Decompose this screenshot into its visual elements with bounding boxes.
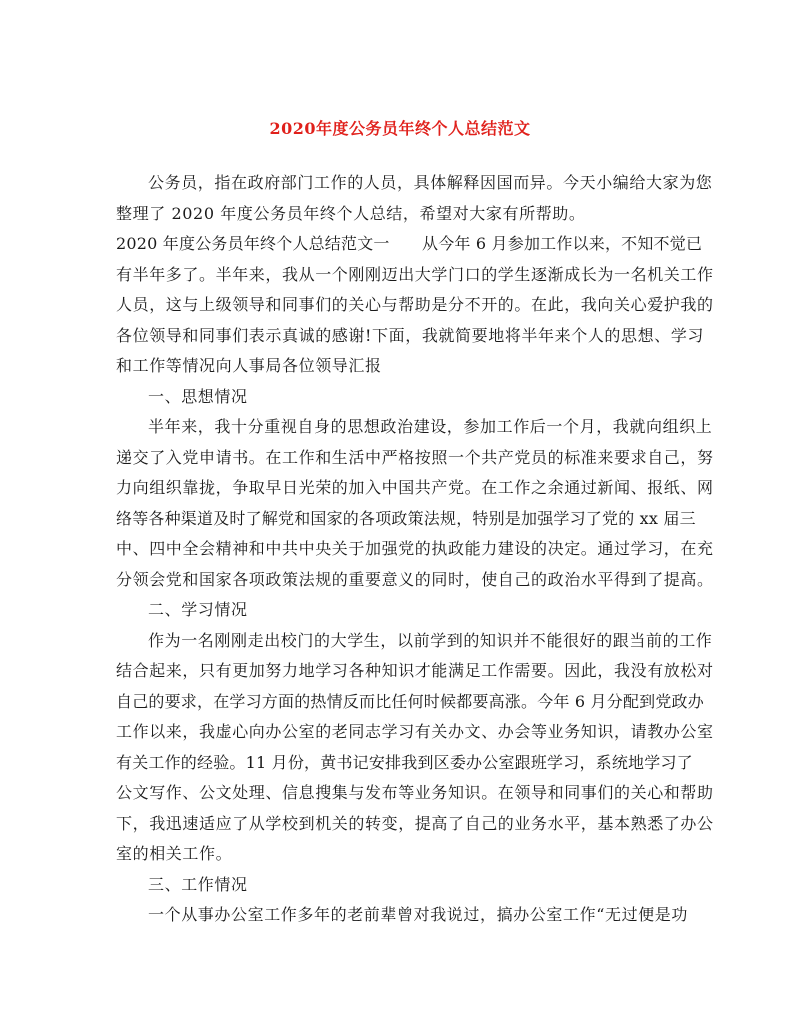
paragraph-line: 有半年多了。半年来，我从一个刚刚迈出大学门口的学生逐渐成长为一名机关工作 bbox=[116, 264, 714, 284]
paragraph-line: 一个从事办公室工作多年的老前辈曾对我说过，搞办公室工作“无过便是功 bbox=[148, 905, 688, 924]
paragraph-line: 公文写作、公文处理、信息搜集与发布等业务知识。在领导和同事们的关心和帮助 bbox=[116, 783, 714, 802]
paragraph-line: 2020 年度公务员年终个人总结范文一 从今年 6 月参加工作以来，不知不觉已 bbox=[116, 234, 703, 253]
paragraph-line: 结合起来，只有更加努力地学习各种知识才能满足工作需要。因此，我没有放松对 bbox=[116, 661, 714, 680]
paragraph-line: 力向组织靠拢，争取早日光荣的加入中国共产党。在工作之余通过新闻、报纸、网 bbox=[116, 478, 714, 497]
paragraph-line: 整理了 2020 年度公务员年终个人总结，希望对大家有所帮助。 bbox=[116, 203, 586, 223]
paragraph-line: 工作以来，我虚心向办公室的老同志学习有关办文、办会等业务知识，请教办公室 bbox=[116, 722, 714, 741]
paragraph-line: 室的相关工作。 bbox=[116, 844, 233, 863]
paragraph-line: 人员，这与上级领导和同事们的关心与帮助是分不开的。在此，我向关心爱护我的 bbox=[116, 295, 714, 314]
paragraph-line: 公务员，指在政府部门工作的人员，具体解释因国而异。今天小编给大家为您 bbox=[148, 173, 713, 192]
document-title: 2020年度公务员年终个人总结范文 bbox=[269, 119, 531, 138]
paragraph-line: 络等各种渠道及时了解党和国家的各项政策法规，特别是加强学习了党的 xx 届三 bbox=[116, 508, 696, 528]
paragraph-line: 中、四中全会精神和中共中央关于加强党的执政能力建设的决定。通过学习，在充 bbox=[116, 539, 714, 558]
section-heading: 一、思想情况 bbox=[148, 386, 248, 406]
paragraph-line: 有关工作的经验。11 月份，黄书记安排我到区委办公室跟班学习，系统地学习了 bbox=[116, 752, 693, 772]
paragraph-line: 作为一名刚刚走出校门的大学生，以前学到的知识并不能很好的跟当前的工作 bbox=[148, 630, 713, 650]
paragraph-line: 递交了入党申请书。在工作和生活中严格按照一个共产党员的标准来要求自己，努 bbox=[116, 447, 714, 467]
paragraph-line: 自己的要求，在学习方面的热情反而比任何时候都要高涨。今年 6 月分配到党政办 bbox=[116, 691, 704, 711]
section-heading: 三、工作情况 bbox=[148, 874, 248, 894]
paragraph-line: 和工作等情况向人事局各位领导汇报 bbox=[116, 356, 382, 375]
paragraph-line: 半年来，我十分重视自身的思想政治建设，参加工作后一个月，我就向组织上 bbox=[148, 417, 713, 436]
section-heading: 二、学习情况 bbox=[148, 600, 248, 619]
paragraph-line: 分领会党和国家各项政策法规的重要意义的同时，使自己的政治水平得到了提高。 bbox=[116, 569, 714, 589]
paragraph-line: 各位领导和同事们表示真诚的感谢!下面，我就简要地将半年来个人的思想、学习 bbox=[116, 325, 705, 345]
paragraph-line: 下，我迅速适应了从学校到机关的转变，提高了自己的业务水平，基本熟悉了办公 bbox=[116, 813, 714, 833]
document-body bbox=[116, 168, 714, 931]
